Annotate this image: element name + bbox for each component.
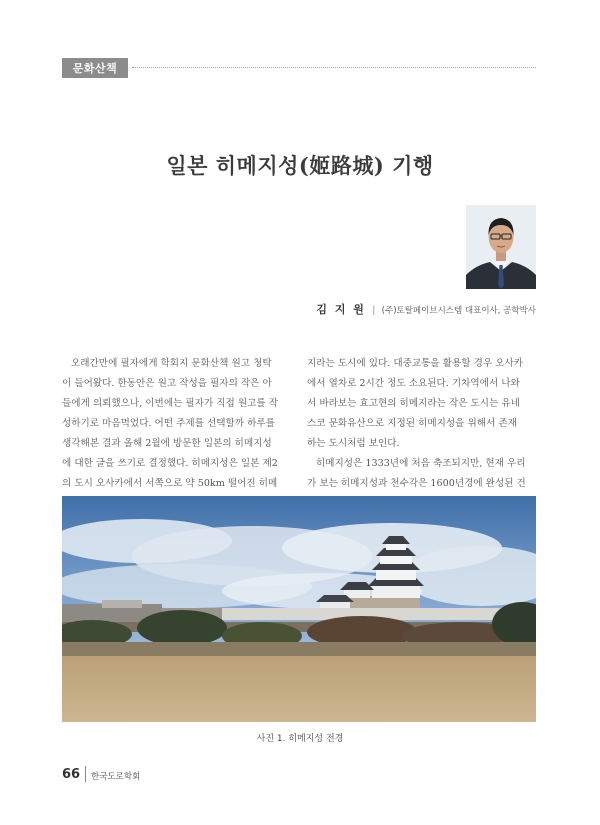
castle-photo [62,496,536,722]
author-affiliation: (주)토탈페이브시스템 대표이사, 공학박사 [381,306,536,316]
journal-name: 한국도로학회 [91,772,141,782]
body-line: 스코 문화유산으로 지정된 히메지성을 위해서 존재 [307,418,517,429]
body-line: 하는 도시처럼 보인다. [307,438,400,449]
author-photo [466,205,536,289]
body-line: 에서 열차로 2시간 정도 소요된다. 기차역에서 나와 [307,378,520,389]
footer-divider [85,766,86,782]
body-column-left [62,354,290,494]
page-number: 66 [62,767,81,782]
body-line: 히메지성은 1333년에 처음 축조되지만, 현재 우리 [316,458,526,469]
author-line [316,301,536,317]
body-column-right [307,354,535,494]
body-line: 오래간만에 필자에게 학회지 문화산책 원고 청탁 [71,358,272,369]
body-line: 이 들어왔다. 한동안은 원고 작성을 필자의 작은 아 [62,378,272,389]
figure-caption: 사진 1. 히메지성 전경 [256,734,344,744]
author-separator: | [372,305,376,316]
body-line: 성하기로 마음먹었다. 어떤 주제를 선택할까 하루를 [62,418,275,429]
body-line: 생각해본 결과 올해 2월에 방문한 일본의 히메지성 [62,438,272,449]
body-line: 의 도시 오사카에서 서쪽으로 약 50km 떨어진 히메 [62,478,278,489]
author-name: 김 지 원 [316,303,366,316]
header-dotted-rule [132,67,536,68]
body-line: 가 보는 히메지성과 천수각은 1600년경에 완성된 건 [307,478,526,489]
body-line: 에 대한 글을 쓰기로 결정했다. 히메지성은 일본 제2 [62,458,278,469]
body-line: 들에게 의뢰했으나, 이번에는 필자가 직접 원고를 작 [62,398,278,409]
article-title: 일본 히메지성(姬路城) 기행 [166,153,434,178]
body-line: 지라는 도시에 있다. 대중교통을 활용할 경우 오사카 [307,358,523,369]
body-line: 서 바라보는 효고현의 히메지라는 작은 도시는 유네 [307,398,520,409]
section-tag: 문화산책 [62,58,128,78]
